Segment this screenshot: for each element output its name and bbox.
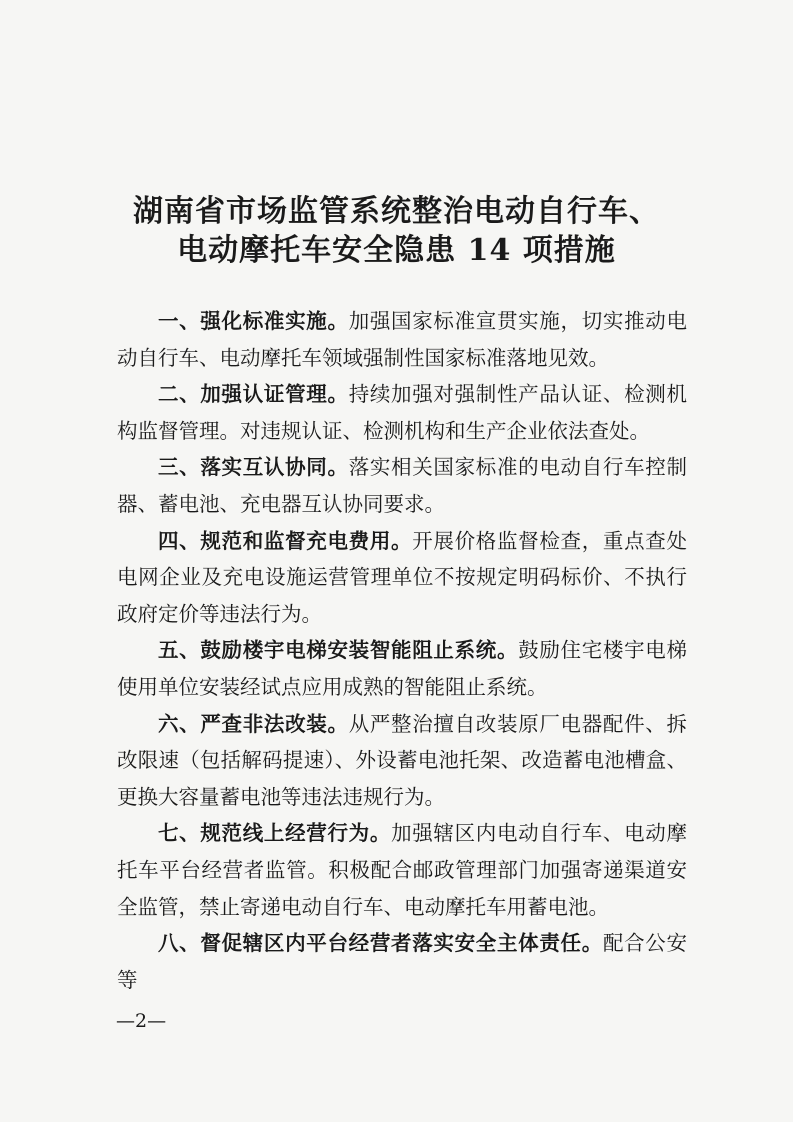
measure-paragraph-2	[117, 376, 687, 449]
measure-text: 开展价格监督检查，重点查处电网企业及充电设施运营管理单位不按规定明码标价、不执行政府定价等违法行为。	[117, 528, 687, 626]
document-title-line-2: 电动摩托车安全隐患 14 项措施	[177, 233, 616, 268]
measure-paragraph-8	[117, 925, 687, 998]
measure-text: 配合公安等	[117, 931, 687, 992]
measure-heading: 二、加强认证管理。	[158, 382, 349, 407]
measure-heading: 三、落实互认协同。	[158, 455, 349, 480]
measure-heading: 六、严查非法改装。	[158, 711, 349, 736]
document-body	[117, 303, 687, 998]
measure-heading: 八、督促辖区内平台经营者落实安全主体责任。	[158, 931, 603, 956]
measure-text: 持续加强对强制性产品认证、检测机构监督管理。对违规认证、检测机构和生产企业依法查处。	[117, 382, 687, 443]
document-title-line-1: 湖南省市场监管系统整治电动自行车、	[133, 194, 660, 229]
measure-paragraph-1	[117, 303, 687, 376]
measure-heading: 五、鼓励楼宇电梯安装智能阻止系统。	[158, 638, 519, 663]
measure-paragraph-3	[117, 449, 687, 522]
measure-heading: 四、规范和监督充电费用。	[158, 528, 413, 553]
page-number: —2—	[116, 1010, 167, 1032]
measure-paragraph-4	[117, 523, 687, 633]
measure-heading: 七、规范线上经营行为。	[158, 821, 392, 846]
measure-paragraph-6	[117, 706, 687, 816]
measure-text: 加强辖区内电动自行车、电动摩托车平台经营者监管。积极配合邮政管理部门加强寄递渠道安全监管，禁止寄递电动自行车、电动摩托车用蓄电池。	[117, 821, 687, 919]
measure-text: 鼓励住宅楼宇电梯使用单位安装经试点应用成熟的智能阻止系统。	[117, 638, 687, 699]
measure-paragraph-7	[117, 815, 687, 925]
measure-text: 加强国家标准宣贯实施，切实推动电动自行车、电动摩托车领域强制性国家标准落地见效。	[117, 309, 687, 370]
measure-heading: 一、强化标准实施。	[158, 309, 349, 333]
measure-text: 从严整治擅自改装原厂电器配件、拆改限速（包括解码提速）、外设蓄电池托架、改造蓄电池槽盒、更换大容量蓄电池等违法违规行为。	[117, 711, 687, 809]
measure-text: 落实相关国家标准的电动自行车控制器、蓄电池、充电器互认协同要求。	[117, 455, 687, 516]
measure-paragraph-5	[117, 632, 687, 705]
